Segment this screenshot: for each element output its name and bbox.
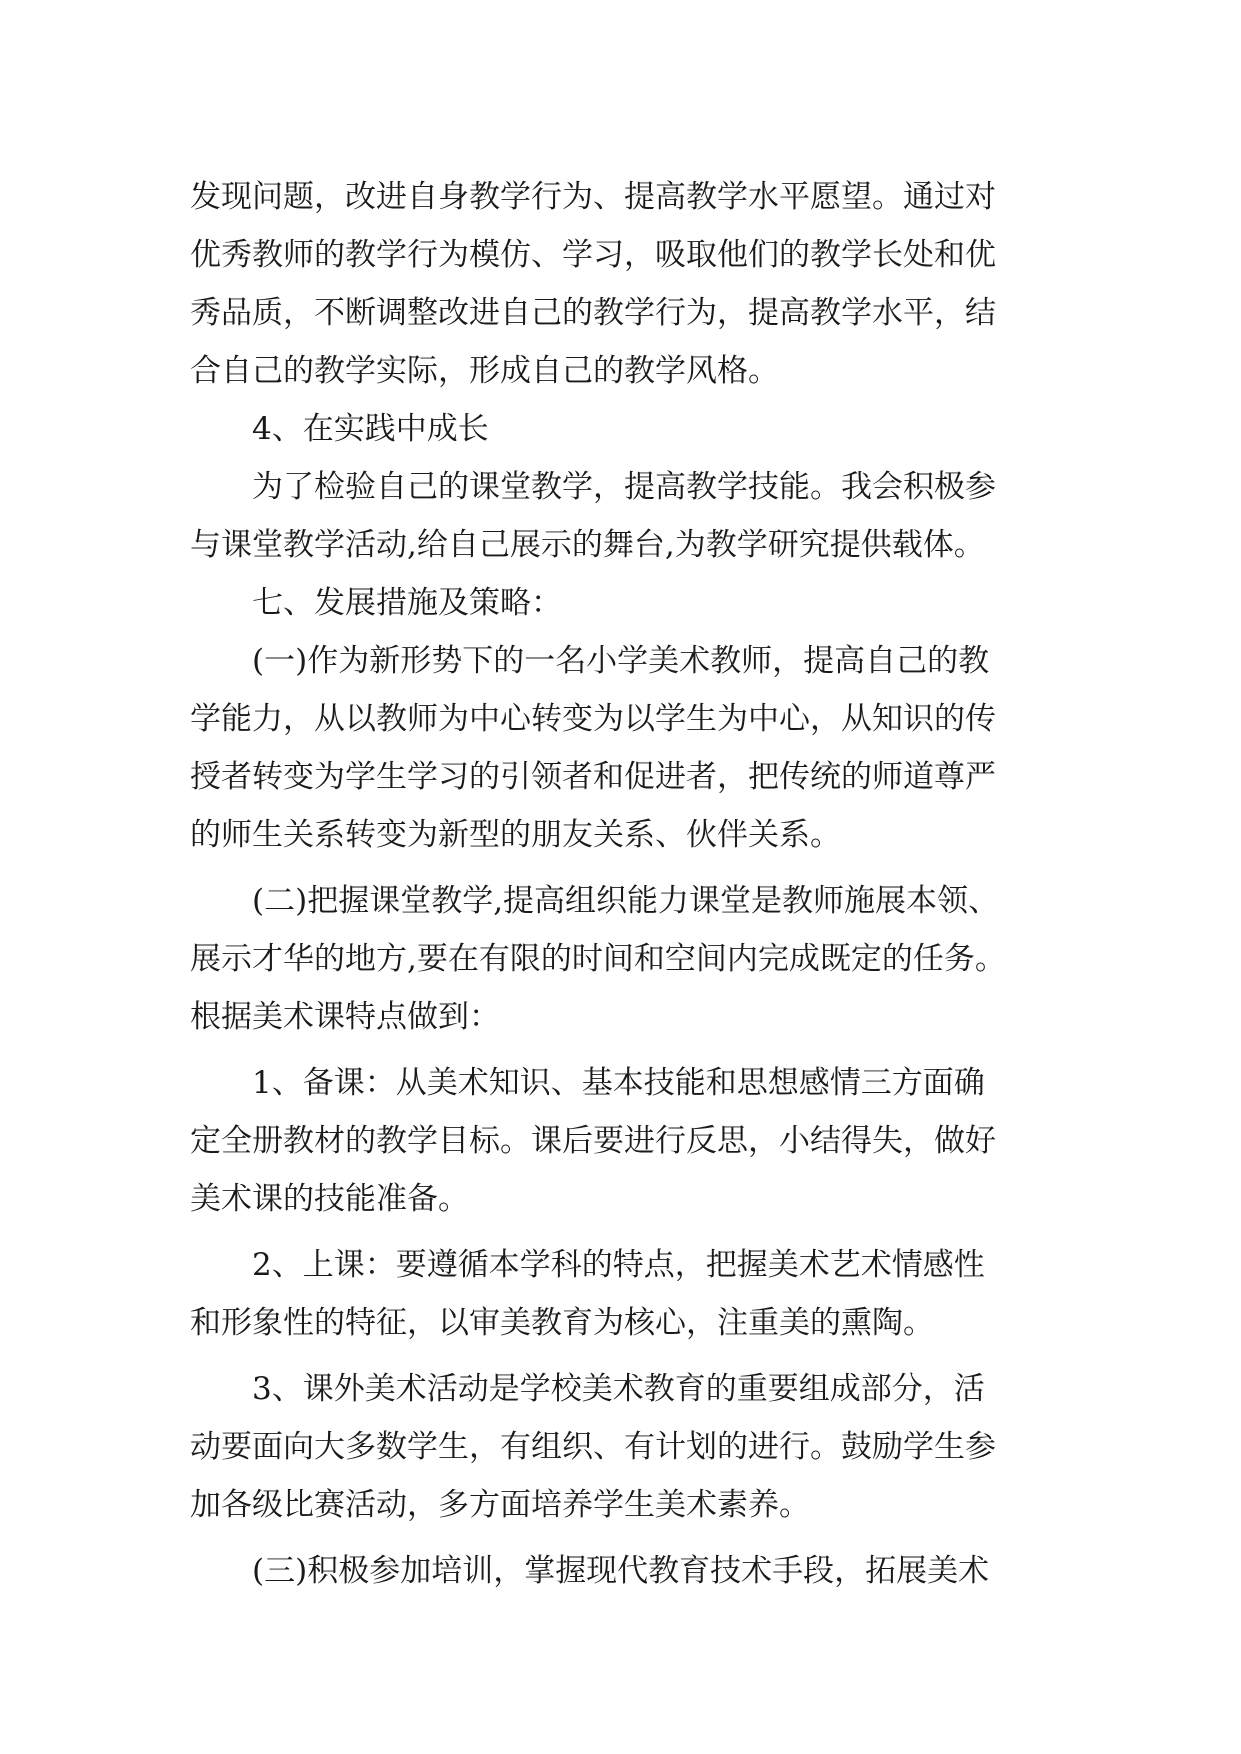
text-line: 发现问题，改进自身教学行为、提高教学水平愿望。通过对 xyxy=(190,179,996,215)
paragraph-gap xyxy=(190,864,1050,872)
text-line: 定全册教材的教学目标。课后要进行反思，小结得失，做好 xyxy=(190,1123,996,1159)
text-line: 美术课的技能准备。 xyxy=(190,1181,469,1217)
text-line: (一)作为新形势下的一名小学美术教师，提高自己的教 xyxy=(252,643,990,679)
text-line: 1、备课：从美术知识、基本技能和思想感情三方面确 xyxy=(252,1065,985,1101)
paragraph-gap xyxy=(190,1046,1050,1054)
paragraph-gap xyxy=(190,1352,1050,1360)
text-line: 和形象性的特征，以审美教育为核心，注重美的熏陶。 xyxy=(190,1305,934,1341)
paragraph-gap xyxy=(190,1228,1050,1236)
text-line: 优秀教师的教学行为模仿、学习，吸取他们的教学长处和优 xyxy=(190,237,996,273)
text-line: 加各级比赛活动，多方面培养学生美术素养。 xyxy=(190,1487,810,1523)
text-line: 动要面向大多数学生，有组织、有计划的进行。鼓励学生参 xyxy=(190,1429,996,1465)
paragraph-gap xyxy=(190,1534,1050,1542)
section-heading: 七、发展措施及策略： xyxy=(252,585,562,621)
section-heading: 4、在实践中成长 xyxy=(252,411,489,447)
text-line: (三)积极参加培训，掌握现代教育技术手段，拓展美术 xyxy=(252,1553,990,1589)
text-line: 秀品质，不断调整改进自己的教学行为，提高教学水平，结 xyxy=(190,295,996,331)
text-line: 3、课外美术活动是学校美术教育的重要组成部分，活 xyxy=(252,1371,985,1407)
text-line: 展示才华的地方,要在有限的时间和空间内完成既定的任务。 xyxy=(190,941,1006,977)
text-line: 学能力，从以教师为中心转变为以学生为中心，从知识的传 xyxy=(190,701,996,737)
text-line: 授者转变为学生学习的引领者和促进者，把传统的师道尊严 xyxy=(190,759,996,795)
text-line: (二)把握课堂教学,提高组织能力课堂是教师施展本领、 xyxy=(252,883,1000,919)
text-line: 2、上课：要遵循本学科的特点，把握美术艺术情感性 xyxy=(252,1247,985,1283)
text-line: 根据美术课特点做到： xyxy=(190,999,500,1035)
text-line: 与课堂教学活动,给自己展示的舞台,为教学研究提供载体。 xyxy=(190,527,985,563)
text-line: 合自己的教学实际，形成自己的教学风格。 xyxy=(190,353,779,389)
text-line: 为了检验自己的课堂教学，提高教学技能。我会积极参 xyxy=(252,469,996,505)
text-line: 的师生关系转变为新型的朋友关系、伙伴关系。 xyxy=(190,817,841,853)
document-body xyxy=(190,168,1050,1600)
